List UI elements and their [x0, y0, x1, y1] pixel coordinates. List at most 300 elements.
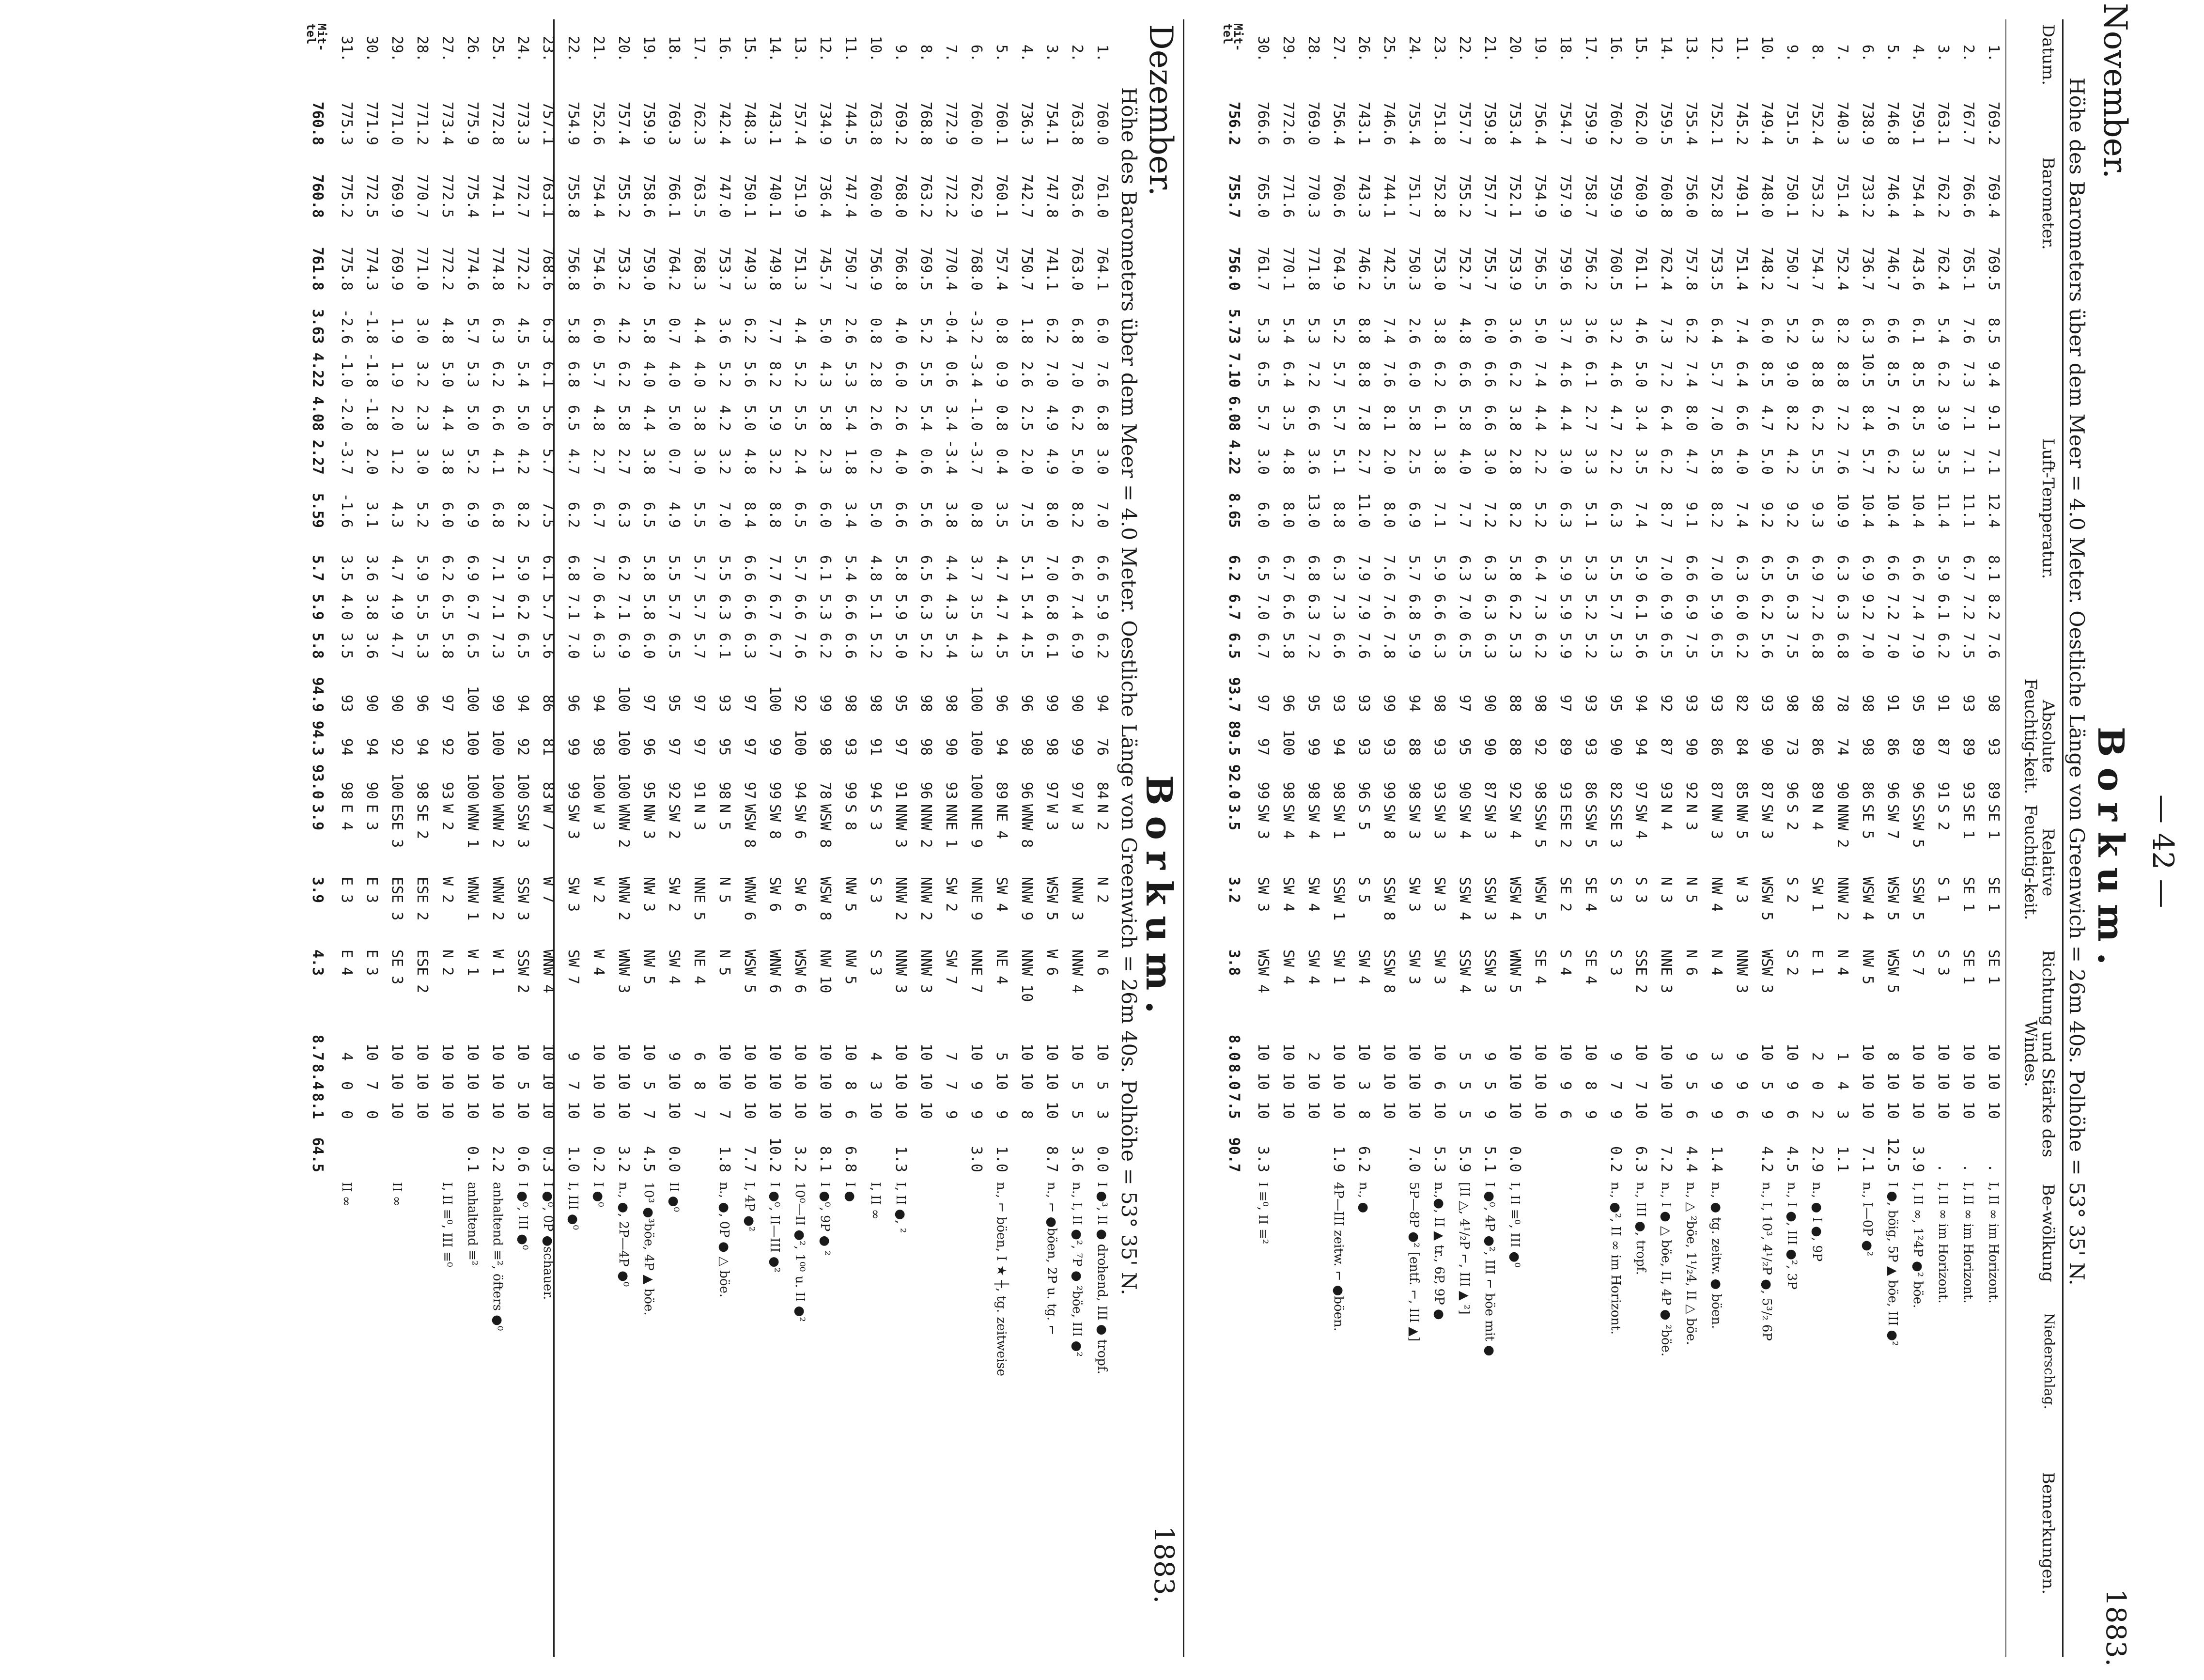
december-cell: NNW 3 [917, 949, 934, 994]
november-cell: 5.3 [1305, 317, 1322, 344]
december-cell: 2. [1069, 44, 1086, 62]
november-cell: I ●⁰, 4P ●², III ⌐ böe mit ● [1482, 1182, 1497, 1356]
december-cell: S 3 [867, 949, 884, 976]
november-cell: 8.2 [1985, 593, 2002, 620]
november-cell: [II △, 4¹/₂P ⌐, III ▲ ²] [1457, 1182, 1472, 1315]
november-cell: 10 [1406, 1043, 1423, 1061]
november-cell: 10.5 [1859, 352, 1876, 388]
november-cell: 766.6 [1255, 101, 1272, 145]
december-cell: NNW 3 [1069, 877, 1086, 921]
december-cell: -1.8 [363, 352, 380, 388]
december-cell: 10 [817, 1043, 834, 1061]
november-cell: 6.6 [1733, 404, 1750, 431]
november-cell: 12.4 [1985, 493, 2002, 528]
november-cell: 6.3 [1809, 317, 1826, 344]
december-cell: 760.1 [993, 101, 1010, 145]
november-cell: 9 [1607, 1110, 1624, 1119]
december-cell: 753.2 [615, 247, 632, 291]
november-cell: 762.4 [1658, 247, 1675, 291]
december-cell: 2.4 [792, 448, 808, 475]
december-cell: 3.5 [338, 632, 355, 659]
december-cell: 744.5 [842, 101, 859, 145]
november-cell: 98 [1305, 781, 1322, 799]
december-cell: 7 [943, 1081, 960, 1090]
december-cell: 742.4 [716, 101, 733, 145]
december-cell: 2.6 [842, 317, 859, 344]
december-cell: 10 [917, 1072, 934, 1090]
december-cell: 5 [640, 1081, 657, 1090]
december-cell: 5.4 [514, 361, 531, 388]
december-cell: 4.7 [565, 448, 582, 475]
november-cell: NNW 3 [1733, 949, 1750, 994]
november-cell: N 5 [1683, 877, 1700, 903]
november-cell: 5.3 [1506, 632, 1523, 659]
november-cell: 96 [1784, 781, 1800, 799]
november-cell: 8 [1884, 1052, 1901, 1061]
november-cell: 88 [1506, 694, 1523, 712]
december-cell: 98 [414, 781, 431, 799]
december-cell: 8 [691, 1081, 708, 1090]
december-cell: 31. [338, 35, 355, 62]
december-cell: -2.0 [338, 396, 355, 431]
november-row [1757, 0, 1776, 1680]
november-cell: 4.6 [1557, 361, 1574, 388]
november-cell: 746.8 [1884, 101, 1901, 145]
november-cell: 10 [1255, 1101, 1272, 1119]
november-cell: 7 [1607, 1081, 1624, 1090]
november-cell: 753.5 [1708, 247, 1725, 291]
december-cell: 771.0 [414, 247, 431, 291]
december-cell: 3.5 [993, 501, 1010, 528]
november-cell: ESE 2 [1557, 804, 1574, 848]
december-cell: 7.0 [716, 501, 733, 528]
november-cell: 767.7 [1960, 101, 1977, 145]
december-cell: 2.6 [867, 404, 884, 431]
november-cell: 5.0 [1532, 317, 1549, 344]
december-cell: 10 [716, 1072, 733, 1090]
november-cell: 752.7 [1456, 247, 1473, 291]
november-cell: 756.0 [1683, 174, 1700, 218]
november-cell: 90 [1834, 781, 1851, 799]
december-cell: 5.8 [640, 317, 657, 344]
november-cell: 6.2 [1532, 632, 1549, 659]
december-cell: 756.8 [565, 247, 582, 291]
december-cell: 754.6 [590, 247, 607, 291]
november-cell: 5.5 [1809, 448, 1826, 475]
december-cell: 97 [640, 694, 657, 712]
december-row [966, 0, 986, 1680]
november-cell: 10 [1532, 1072, 1549, 1090]
december-cell: 760.0 [867, 174, 884, 218]
december-cell: NNW 2 [917, 877, 934, 921]
december-cell: NNW 9 [1018, 877, 1035, 921]
december-cell: 4.2 [716, 404, 733, 431]
december-cell: 6.9 [1069, 632, 1086, 659]
november-cell: 90 [1481, 694, 1498, 712]
november-cell: 21. [1481, 35, 1498, 62]
november-cell: 7.3 [1658, 317, 1675, 344]
november-cell: 93 [1582, 694, 1599, 712]
november-cell: S 5 [1355, 877, 1372, 903]
december-cell: 4.7 [388, 555, 405, 581]
december-cell: 6.0 [817, 501, 834, 528]
december-row [1017, 0, 1036, 1680]
november-cell: 9 [1557, 1081, 1574, 1090]
november-cell: 6.2 [1884, 448, 1901, 475]
december-cell: 92 [792, 694, 808, 712]
november-cell: 6.5 [1255, 555, 1272, 581]
november-cell: 4.4 [1557, 404, 1574, 431]
november-cell: 89 [1809, 781, 1826, 799]
december-cell: 4.4 [943, 555, 960, 581]
december-cell: 2.7 [590, 448, 607, 475]
november-cell: 5.9 [1557, 555, 1574, 581]
november-cell: n., ● tg. zeitw. ● böen. [1709, 1182, 1723, 1329]
november-cell: 759.9 [1582, 101, 1599, 145]
december-cell: 4.3 [943, 593, 960, 620]
december-cell: 13. [792, 35, 808, 62]
december-cell: 10 [1018, 1072, 1035, 1090]
november-cell: 750.7 [1784, 247, 1800, 291]
november-cell: SE 1 [1985, 804, 2002, 840]
december-cell: 7.6 [1094, 361, 1111, 388]
december-cell: SSW 3 [514, 804, 531, 848]
december-cell: 5.2 [414, 501, 431, 528]
november-cell: 15. [1632, 35, 1649, 62]
december-cell: 10 [590, 1043, 607, 1061]
november-cell: NW 3 [1708, 804, 1725, 840]
november-cell: . [1985, 1163, 2002, 1172]
november-cell: 5.9 [1708, 593, 1725, 620]
november-cell: 9 [1758, 1110, 1775, 1119]
december-cell: 5.2 [464, 448, 481, 475]
november-cell: 27. [1330, 35, 1347, 62]
november-cell: 751.4 [1834, 174, 1851, 218]
december-cell: 5.1 [867, 593, 884, 620]
november-cell: 98 [1809, 694, 1826, 712]
december-mean-cell: 3.9 [309, 804, 326, 831]
november-cell: 10 [1985, 1072, 2002, 1090]
december-cell: 4.3 [968, 632, 985, 659]
december-mean-cell: 94.3 [309, 720, 326, 756]
december-cell: 99 [1043, 694, 1060, 712]
november-cell: SW 3 [1758, 804, 1775, 840]
december-cell: 92 [514, 738, 531, 756]
november-cell: 6 [1733, 1110, 1750, 1119]
december-cell: 6.5 [514, 632, 531, 659]
november-cell: 5.3 [1607, 632, 1624, 659]
november-cell: n., I ●, III ●², 3P [1785, 1182, 1799, 1290]
november-cell: 93 [1355, 694, 1372, 712]
december-cell: 3.4 [943, 404, 960, 431]
november-cell: 7. [1834, 44, 1851, 62]
november-cell: 6.4 [1532, 555, 1549, 581]
november-cell: 90 [1481, 738, 1498, 756]
december-cell: 10 [388, 1043, 405, 1061]
december-cell: 90 [1069, 694, 1086, 712]
december-cell: NW 5 [842, 877, 859, 912]
november-row [1555, 0, 1575, 1680]
december-cell: 7 [565, 1081, 582, 1090]
header-separator [2005, 19, 2006, 1657]
december-cell: NW 5 [640, 949, 657, 985]
november-cell: 8.4 [1859, 404, 1876, 431]
november-cell: 94 [1406, 694, 1423, 712]
december-cell: E 3 [338, 877, 355, 903]
december-cell: 0.0 [1094, 1146, 1111, 1172]
december-cell: 6.0 [892, 361, 909, 388]
november-row [1984, 0, 2003, 1680]
december-cell: 76 [1094, 738, 1111, 756]
december-cell: 6.2 [817, 632, 834, 659]
december-cell: 100 [489, 729, 506, 756]
december-cell: 7.0 [590, 555, 607, 581]
november-cell: 5.6 [1758, 632, 1775, 659]
december-cell: 6.6 [741, 555, 758, 581]
december-cell: 5.8 [640, 555, 657, 581]
november-cell: 5.4 [1935, 317, 1952, 344]
november-row [1933, 0, 1953, 1680]
december-cell: -0.4 [943, 309, 960, 344]
december-mean-cell: 760.8 [309, 101, 326, 145]
december-cell: 3.6 [1069, 1146, 1086, 1172]
november-row [1782, 0, 1801, 1680]
november-cell: 10 [1985, 1043, 2002, 1061]
december-row [1042, 0, 1061, 1680]
november-cell: 3. [1935, 44, 1952, 62]
november-cell: SSW 1 [1330, 877, 1347, 921]
december-cell: 6.9 [464, 555, 481, 581]
november-cell: S 3 [1935, 949, 1952, 976]
december-cell: 10 [867, 1101, 884, 1119]
november-cell: 765.1 [1960, 247, 1977, 291]
december-cell: 0 [338, 1081, 355, 1090]
november-cell: 6.5 [1255, 361, 1272, 388]
november-cell: 93 [1960, 694, 1977, 712]
december-cell: 100 [464, 729, 481, 756]
december-cell: 3.6 [363, 632, 380, 659]
november-cell: 4.2 [1784, 448, 1800, 475]
november-cell: 2.7 [1582, 404, 1599, 431]
november-cell: 7.9 [1355, 555, 1372, 581]
december-cell: 99 [1069, 738, 1086, 756]
november-cell: 755.4 [1683, 101, 1700, 145]
november-cell: . [1935, 1163, 1952, 1172]
november-cell: 3.8 [1431, 448, 1448, 475]
december-cell: 5.2 [917, 317, 934, 344]
december-cell: 772.7 [514, 174, 531, 218]
december-cell: N 3 [691, 804, 708, 831]
november-cell: SSE 2 [1632, 949, 1649, 994]
november-cell: S 2 [1784, 949, 1800, 976]
november-cell: SSW 8 [1381, 877, 1397, 921]
november-cell: 6. [1859, 44, 1876, 62]
november-row [1530, 0, 1550, 1680]
november-row [1505, 0, 1524, 1680]
december-cell: 4.4 [691, 317, 708, 344]
november-cell: SE 5 [1859, 804, 1876, 840]
december-cell: I, II ∞ [868, 1182, 883, 1220]
november-mean-cell: 92.0 [1226, 764, 1242, 799]
december-cell: 99 [766, 738, 783, 756]
november-cell: 746.2 [1355, 247, 1372, 291]
december-cell: 6.6 [892, 501, 909, 528]
november-cell: 755.4 [1406, 101, 1423, 145]
december-cell: 748.3 [741, 101, 758, 145]
november-cell: 6.4 [1658, 404, 1675, 431]
november-cell: SW 3 [1406, 949, 1423, 985]
december-cell: SE 2 [414, 804, 431, 840]
december-cell: 9 [968, 1110, 985, 1119]
december-mean-cell: 4.22 [309, 352, 326, 388]
november-cell: 759.1 [1909, 101, 1926, 145]
december-cell: 775.4 [464, 174, 481, 218]
november-cell: 6.3 [1431, 632, 1448, 659]
december-cell: 0.6 [917, 448, 934, 475]
december-cell: 0.4 [993, 448, 1010, 475]
december-cell: 0.0 [666, 1146, 683, 1172]
december-cell: SW 3 [565, 804, 582, 840]
december-cell: 3.5 [968, 593, 985, 620]
december-cell: 4.5 [1018, 632, 1035, 659]
november-cell: n., I, 10³, 4¹/₂P ●, 5³/₂ 6P [1759, 1182, 1774, 1341]
november-cell: 93 [1708, 694, 1725, 712]
november-subtitle: Höhe des Barometers über dem Meer = 4.0 Meter. Oestliche Länge von Greenwich = 26m 40s. Polhöhe = 53° 35' N. [2065, 78, 2089, 1286]
december-cell: II ∞ [389, 1182, 404, 1207]
december-cell: 6.3 [489, 317, 506, 344]
december-cell: NW 10 [817, 949, 834, 994]
november-cell: 12. [1708, 35, 1725, 62]
november-cell: 5.8 [1708, 448, 1725, 475]
november-cell: 743.6 [1909, 247, 1926, 291]
december-cell: 5.7 [666, 593, 683, 620]
november-cell: 98 [1532, 781, 1549, 799]
november-cell: 8.5 [1985, 317, 2002, 344]
november-row [1631, 0, 1650, 1680]
december-cell: 7.5 [1018, 501, 1035, 528]
december-cell: 4.7 [993, 555, 1010, 581]
november-cell: 3.9 [1935, 404, 1952, 431]
november-cell: 7.9 [1909, 632, 1926, 659]
december-cell: 5 [1069, 1081, 1086, 1090]
december-cell: 6.5 [792, 501, 808, 528]
november-cell: 14. [1658, 35, 1675, 62]
december-cell: 5.7 [691, 632, 708, 659]
november-cell: SE 4 [1582, 877, 1599, 912]
december-cell: 770.4 [943, 247, 960, 291]
november-cell: 7.3 [1532, 593, 1549, 620]
november-cell: 5.7 [1330, 361, 1347, 388]
december-row [563, 0, 583, 1680]
november-cell: 3.4 [1632, 404, 1649, 431]
december-cell: 772.2 [439, 247, 456, 291]
november-cell: SSW 5 [1909, 877, 1926, 921]
november-cell: 2.8 [1506, 448, 1523, 475]
november-cell: S 1 [1935, 877, 1952, 903]
december-cell: 5 [514, 1081, 531, 1090]
december-cell: W 3 [1043, 804, 1060, 831]
december-cell: 94 [792, 781, 808, 799]
december-mean-cell: 64.5 [309, 1137, 326, 1172]
december-cell: 773.4 [439, 101, 456, 145]
november-cell: 0 [1809, 1081, 1826, 1090]
november-cell: 5.8 [1456, 404, 1473, 431]
november-cell: I ≡⁰, II ≡² [1256, 1182, 1270, 1244]
november-cell: 6.5 [1758, 555, 1775, 581]
december-row [1092, 0, 1112, 1680]
november-cell: 6.3 [1784, 593, 1800, 620]
december-cell: 90 [363, 781, 380, 799]
december-cell: 6.0 [590, 317, 607, 344]
november-cell: 8.5 [1909, 361, 1926, 388]
november-cell: 10 [1909, 1043, 1926, 1061]
december-cell: 10 [1094, 1043, 1111, 1061]
november-cell: 7.2 [1481, 501, 1498, 528]
december-cell: NW 5 [842, 949, 859, 985]
december-cell: 91 [867, 738, 884, 756]
november-cell: 96 [1909, 781, 1926, 799]
december-cell: 0.7 [666, 448, 683, 475]
november-cell: 7.1 [1431, 501, 1448, 528]
december-cell: 10 [917, 1043, 934, 1061]
december-cell: 7.0 [1043, 361, 1060, 388]
november-cell: 90 [1758, 738, 1775, 756]
december-cell: 6.2 [489, 361, 506, 388]
december-cell: 100 [968, 729, 985, 756]
december-cell: 83 [540, 781, 557, 799]
november-cell: 98 [1532, 694, 1549, 712]
december-cell: 6.4 [590, 593, 607, 620]
december-row [790, 0, 809, 1680]
november-row [1581, 0, 1600, 1680]
november-mean-cell: 7.10 [1226, 352, 1242, 388]
december-cell: 740.1 [766, 174, 783, 218]
december-cell: 772.2 [514, 247, 531, 291]
december-cell: 757.4 [615, 101, 632, 145]
december-cell: 99 [842, 781, 859, 799]
december-cell: 6.1 [817, 555, 834, 581]
december-cell: 99 [565, 781, 582, 799]
december-cell: 1.8 [716, 1146, 733, 1172]
december-cell: I, III ●⁰ [566, 1182, 580, 1230]
november-cell: 98 [1985, 694, 2002, 712]
november-cell: S 4 [1557, 949, 1574, 976]
december-cell: -1.6 [338, 493, 355, 528]
november-cell: 7.6 [1381, 555, 1397, 581]
december-cell: 5.7 [590, 361, 607, 388]
december-cell: 5 [1069, 1110, 1086, 1119]
november-cell: 761.1 [1632, 247, 1649, 291]
december-cell: 97 [439, 694, 456, 712]
november-cell: 9. [1784, 44, 1800, 62]
november-cell: 7.1 [1859, 1146, 1876, 1172]
november-cell: 10 [1960, 1101, 1977, 1119]
december-cell: 10 [414, 1043, 431, 1061]
november-cell: 6.4 [1733, 361, 1750, 388]
december-cell: E 4 [338, 949, 355, 976]
november-cell: 5.8 [1406, 404, 1423, 431]
november-cell: 8.8 [1834, 361, 1851, 388]
november-cell: 733.2 [1859, 174, 1876, 218]
november-cell: 6.6 [1305, 404, 1322, 431]
december-cell: 0.6 [943, 361, 960, 388]
november-cell: 7.2 [1884, 593, 1901, 620]
november-row [1278, 0, 1298, 1680]
december-cell: 5 [993, 1052, 1010, 1061]
december-cell: 5.8 [640, 593, 657, 620]
december-cell: NW 3 [640, 804, 657, 840]
november-cell: . [1960, 1163, 1977, 1172]
